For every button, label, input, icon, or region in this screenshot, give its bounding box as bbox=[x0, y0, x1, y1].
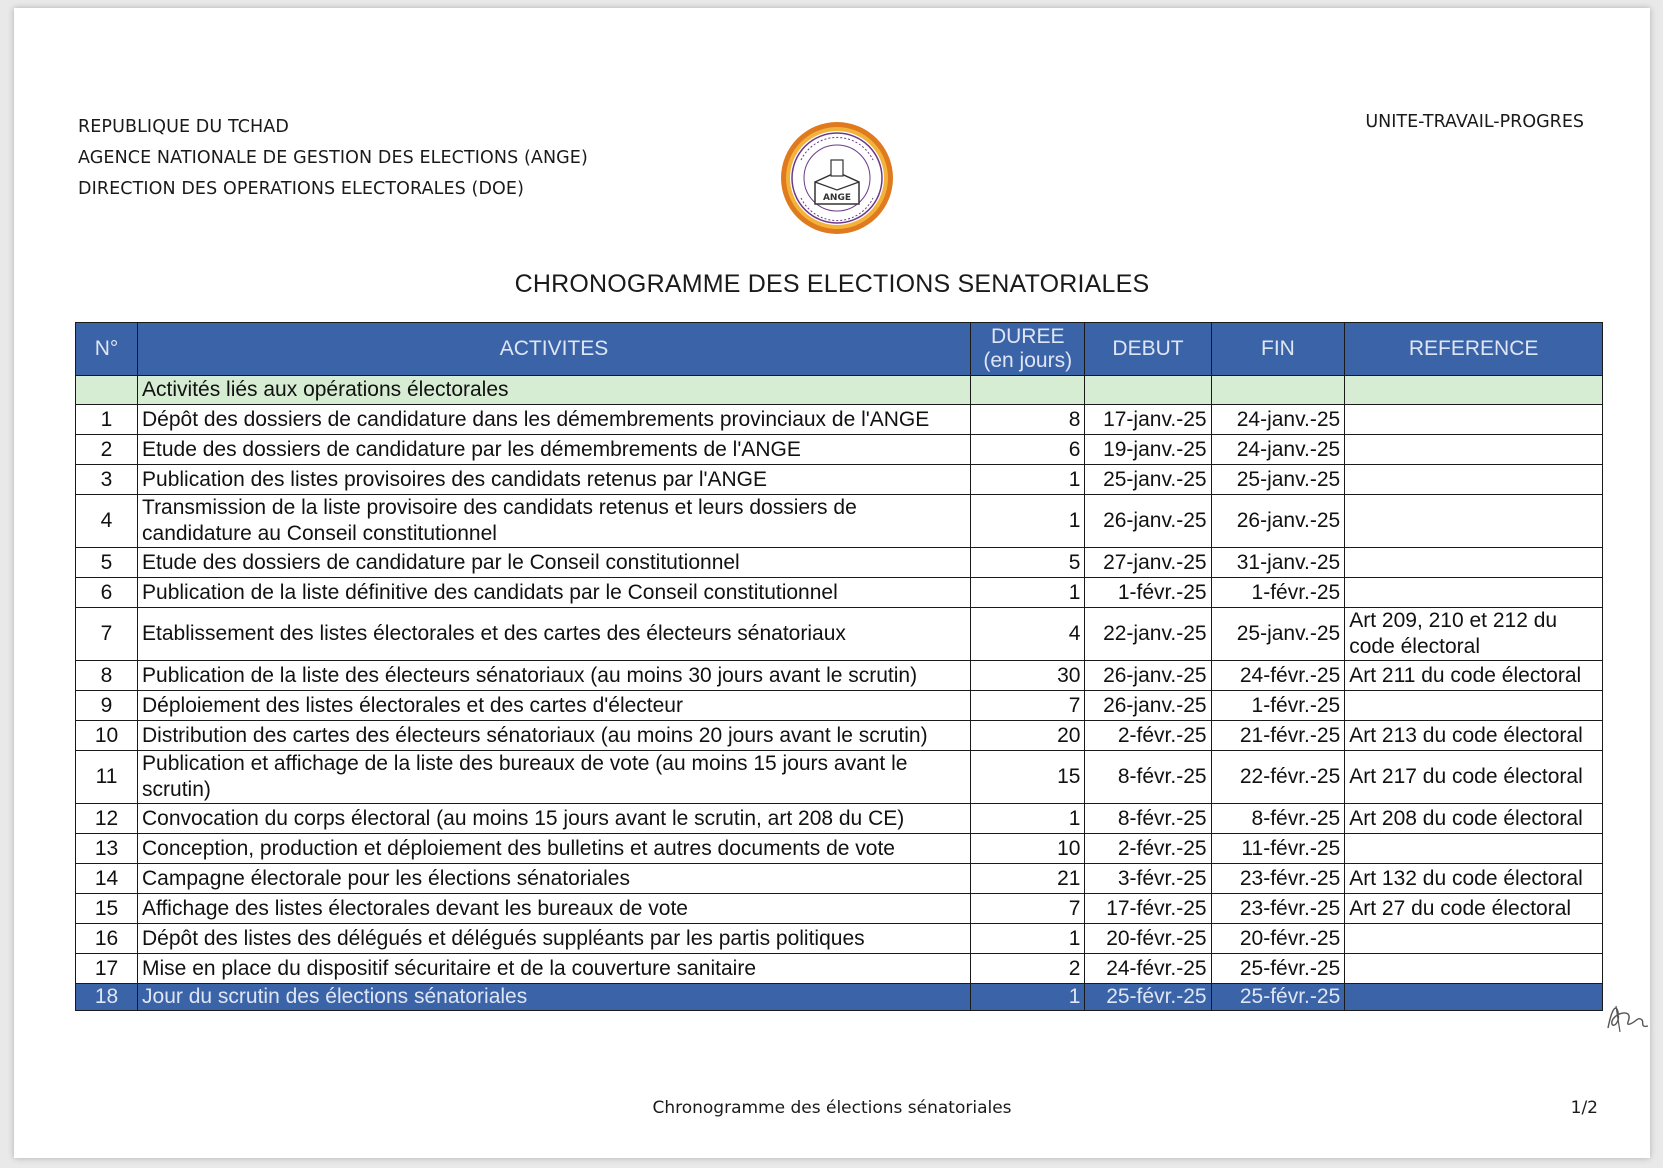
issuer-block bbox=[78, 112, 588, 205]
row-start-date: 25-févr.-25 bbox=[1085, 984, 1211, 1011]
row-start-date: 26-janv.-25 bbox=[1085, 661, 1211, 691]
row-duration: 20 bbox=[971, 721, 1085, 751]
row-start-date: 24-févr.-25 bbox=[1085, 954, 1211, 984]
row-reference: Art 213 du code électoral bbox=[1345, 721, 1603, 751]
row-start-date: 22-janv.-25 bbox=[1085, 608, 1211, 661]
row-duration: 2 bbox=[971, 954, 1085, 984]
row-activity: Dépôt des listes des délégués et délégués suppléants par les partis politiques bbox=[138, 924, 971, 954]
row-activity: Etude des dossiers de candidature par le Conseil constitutionnel bbox=[138, 548, 971, 578]
row-activity: Etablissement des listes électorales et des cartes des électeurs sénatoriaux bbox=[138, 608, 971, 661]
row-number: 11 bbox=[76, 751, 138, 804]
row-end-date: 24-janv.-25 bbox=[1211, 435, 1345, 465]
row-activity: Mise en place du dispositif sécuritaire et de la couverture sanitaire bbox=[138, 954, 971, 984]
row-activity: Publication des listes provisoires des candidats retenus par l'ANGE bbox=[138, 465, 971, 495]
row-start-date: 8-févr.-25 bbox=[1085, 804, 1211, 834]
row-duration: 1 bbox=[971, 804, 1085, 834]
agency-name: AGENCE NATIONALE DE GESTION DES ELECTIONS (ANGE) bbox=[78, 148, 588, 168]
row-activity: Publication et affichage de la liste des bureaux de vote (au moins 15 jours avant le scrutin) bbox=[138, 751, 971, 804]
row-activity: Dépôt des dossiers de candidature dans les démembrements provinciaux de l'ANGE bbox=[138, 405, 971, 435]
row-number: 8 bbox=[76, 661, 138, 691]
ballot-box-seal-icon bbox=[779, 120, 895, 236]
row-end-date: 1-févr.-25 bbox=[1211, 578, 1345, 608]
schedule-table bbox=[75, 322, 1603, 1011]
row-reference bbox=[1345, 924, 1603, 954]
row-duration: 30 bbox=[971, 661, 1085, 691]
table-row bbox=[76, 435, 1603, 465]
row-end-date: 26-janv.-25 bbox=[1211, 495, 1345, 548]
table-row bbox=[76, 864, 1603, 894]
row-number: 5 bbox=[76, 548, 138, 578]
country-name: REPUBLIQUE DU TCHAD bbox=[78, 117, 289, 137]
row-duration: 7 bbox=[971, 894, 1085, 924]
directorate-name: DIRECTION DES OPERATIONS ELECTORALES (DOE) bbox=[78, 179, 524, 199]
row-number: 3 bbox=[76, 465, 138, 495]
row-start-date: 26-janv.-25 bbox=[1085, 495, 1211, 548]
row-reference bbox=[1345, 954, 1603, 984]
row-duration: 1 bbox=[971, 578, 1085, 608]
page-number: 1/2 bbox=[1570, 1098, 1598, 1118]
row-activity: Déploiement des listes électorales et des cartes d'électeur bbox=[138, 691, 971, 721]
row-number: 4 bbox=[76, 495, 138, 548]
table-row bbox=[76, 465, 1603, 495]
row-duration: 21 bbox=[971, 864, 1085, 894]
row-start-date: 26-janv.-25 bbox=[1085, 691, 1211, 721]
table-row bbox=[76, 924, 1603, 954]
row-end-date: 24-janv.-25 bbox=[1211, 405, 1345, 435]
row-reference: Art 217 du code électoral bbox=[1345, 751, 1603, 804]
row-duration: 1 bbox=[971, 984, 1085, 1011]
document-title: CHRONOGRAMME DES ELECTIONS SENATORIALES bbox=[514, 270, 1150, 298]
row-start-date: 17-janv.-25 bbox=[1085, 405, 1211, 435]
row-end-date: 23-févr.-25 bbox=[1211, 864, 1345, 894]
row-reference bbox=[1345, 984, 1603, 1011]
row-end-date: 20-févr.-25 bbox=[1211, 924, 1345, 954]
table-row bbox=[76, 661, 1603, 691]
row-number: 9 bbox=[76, 691, 138, 721]
row-number: 2 bbox=[76, 435, 138, 465]
row-reference bbox=[1345, 405, 1603, 435]
table-row bbox=[76, 578, 1603, 608]
row-end-date: 31-janv.-25 bbox=[1211, 548, 1345, 578]
row-duration: 10 bbox=[971, 834, 1085, 864]
section-label: Activités liés aux opérations électorales bbox=[138, 376, 971, 405]
row-activity: Conception, production et déploiement des bulletins et autres documents de vote bbox=[138, 834, 971, 864]
col-num-header: N° bbox=[76, 323, 138, 376]
table-header-row bbox=[76, 323, 1603, 376]
row-number: 17 bbox=[76, 954, 138, 984]
col-start-header: DEBUT bbox=[1085, 323, 1211, 376]
table-row bbox=[76, 751, 1603, 804]
row-reference: Art 132 du code électoral bbox=[1345, 864, 1603, 894]
row-end-date: 23-févr.-25 bbox=[1211, 894, 1345, 924]
row-start-date: 19-janv.-25 bbox=[1085, 435, 1211, 465]
row-number: 13 bbox=[76, 834, 138, 864]
row-duration: 7 bbox=[971, 691, 1085, 721]
col-duration-header: DUREE (en jours) bbox=[971, 323, 1085, 376]
row-activity: Convocation du corps électoral (au moins 15 jours avant le scrutin, art 208 du CE) bbox=[138, 804, 971, 834]
col-end-header: FIN bbox=[1211, 323, 1345, 376]
row-duration: 4 bbox=[971, 608, 1085, 661]
table-row bbox=[76, 954, 1603, 984]
row-start-date: 3-févr.-25 bbox=[1085, 864, 1211, 894]
col-activity-header: ACTIVITES bbox=[138, 323, 971, 376]
row-duration: 6 bbox=[971, 435, 1085, 465]
row-activity: Distribution des cartes des électeurs sénatoriaux (au moins 20 jours avant le scrutin) bbox=[138, 721, 971, 751]
row-duration: 1 bbox=[971, 465, 1085, 495]
row-duration: 1 bbox=[971, 924, 1085, 954]
row-duration: 15 bbox=[971, 751, 1085, 804]
row-end-date: 22-févr.-25 bbox=[1211, 751, 1345, 804]
row-activity: Publication de la liste des électeurs sénatoriaux (au moins 30 jours avant le scrutin) bbox=[138, 661, 971, 691]
row-reference: Art 209, 210 et 212 du code électoral bbox=[1345, 608, 1603, 661]
row-activity: Campagne électorale pour les élections sénatoriales bbox=[138, 864, 971, 894]
table-row bbox=[76, 548, 1603, 578]
row-start-date: 17-févr.-25 bbox=[1085, 894, 1211, 924]
row-start-date: 2-févr.-25 bbox=[1085, 721, 1211, 751]
table-row bbox=[76, 834, 1603, 864]
row-reference bbox=[1345, 578, 1603, 608]
row-end-date: 25-févr.-25 bbox=[1211, 954, 1345, 984]
svg-text:ANGE: ANGE bbox=[822, 193, 852, 203]
row-reference bbox=[1345, 834, 1603, 864]
row-end-date: 11-févr.-25 bbox=[1211, 834, 1345, 864]
row-start-date: 25-janv.-25 bbox=[1085, 465, 1211, 495]
row-activity: Transmission de la liste provisoire des candidats retenus et leurs dossiers de candidature au Conseil constitutionnel bbox=[138, 495, 971, 548]
row-number: 6 bbox=[76, 578, 138, 608]
table-row bbox=[76, 608, 1603, 661]
row-end-date: 24-févr.-25 bbox=[1211, 661, 1345, 691]
row-duration: 5 bbox=[971, 548, 1085, 578]
row-end-date: 1-févr.-25 bbox=[1211, 691, 1345, 721]
row-start-date: 20-févr.-25 bbox=[1085, 924, 1211, 954]
row-reference bbox=[1345, 465, 1603, 495]
row-number: 1 bbox=[76, 405, 138, 435]
row-start-date: 2-févr.-25 bbox=[1085, 834, 1211, 864]
row-reference bbox=[1345, 691, 1603, 721]
row-number: 10 bbox=[76, 721, 138, 751]
row-number: 18 bbox=[76, 984, 138, 1011]
row-number: 12 bbox=[76, 804, 138, 834]
row-end-date: 25-janv.-25 bbox=[1211, 608, 1345, 661]
row-end-date: 8-févr.-25 bbox=[1211, 804, 1345, 834]
table-row bbox=[76, 691, 1603, 721]
row-start-date: 27-janv.-25 bbox=[1085, 548, 1211, 578]
section-row bbox=[76, 376, 1603, 405]
row-duration: 8 bbox=[971, 405, 1085, 435]
row-start-date: 1-févr.-25 bbox=[1085, 578, 1211, 608]
row-number: 15 bbox=[76, 894, 138, 924]
table-row bbox=[76, 984, 1603, 1011]
row-end-date: 21-févr.-25 bbox=[1211, 721, 1345, 751]
row-end-date: 25-janv.-25 bbox=[1211, 465, 1345, 495]
col-reference-header: REFERENCE bbox=[1345, 323, 1603, 376]
table-row bbox=[76, 405, 1603, 435]
row-reference: Art 208 du code électoral bbox=[1345, 804, 1603, 834]
row-reference: Art 211 du code électoral bbox=[1345, 661, 1603, 691]
row-number: 7 bbox=[76, 608, 138, 661]
row-number: 16 bbox=[76, 924, 138, 954]
row-activity: Etude des dossiers de candidature par les démembrements de l'ANGE bbox=[138, 435, 971, 465]
row-reference bbox=[1345, 548, 1603, 578]
row-duration: 1 bbox=[971, 495, 1085, 548]
document-page bbox=[14, 8, 1650, 1158]
row-number: 14 bbox=[76, 864, 138, 894]
row-end-date: 25-févr.-25 bbox=[1211, 984, 1345, 1011]
footer-caption: Chronogramme des élections sénatoriales bbox=[652, 1098, 1012, 1118]
row-activity: Publication de la liste définitive des candidats par le Conseil constitutionnel bbox=[138, 578, 971, 608]
row-start-date: 8-févr.-25 bbox=[1085, 751, 1211, 804]
table-row bbox=[76, 495, 1603, 548]
row-reference bbox=[1345, 435, 1603, 465]
table-row bbox=[76, 721, 1603, 751]
row-activity: Affichage des listes électorales devant les bureaux de vote bbox=[138, 894, 971, 924]
row-reference: Art 27 du code électoral bbox=[1345, 894, 1603, 924]
signature-initials-icon bbox=[1602, 998, 1650, 1038]
national-motto: UNITE-TRAVAIL-PROGRES bbox=[1365, 112, 1584, 132]
table-row bbox=[76, 894, 1603, 924]
row-reference bbox=[1345, 495, 1603, 548]
table-row bbox=[76, 804, 1603, 834]
row-activity: Jour du scrutin des élections sénatoriales bbox=[138, 984, 971, 1011]
